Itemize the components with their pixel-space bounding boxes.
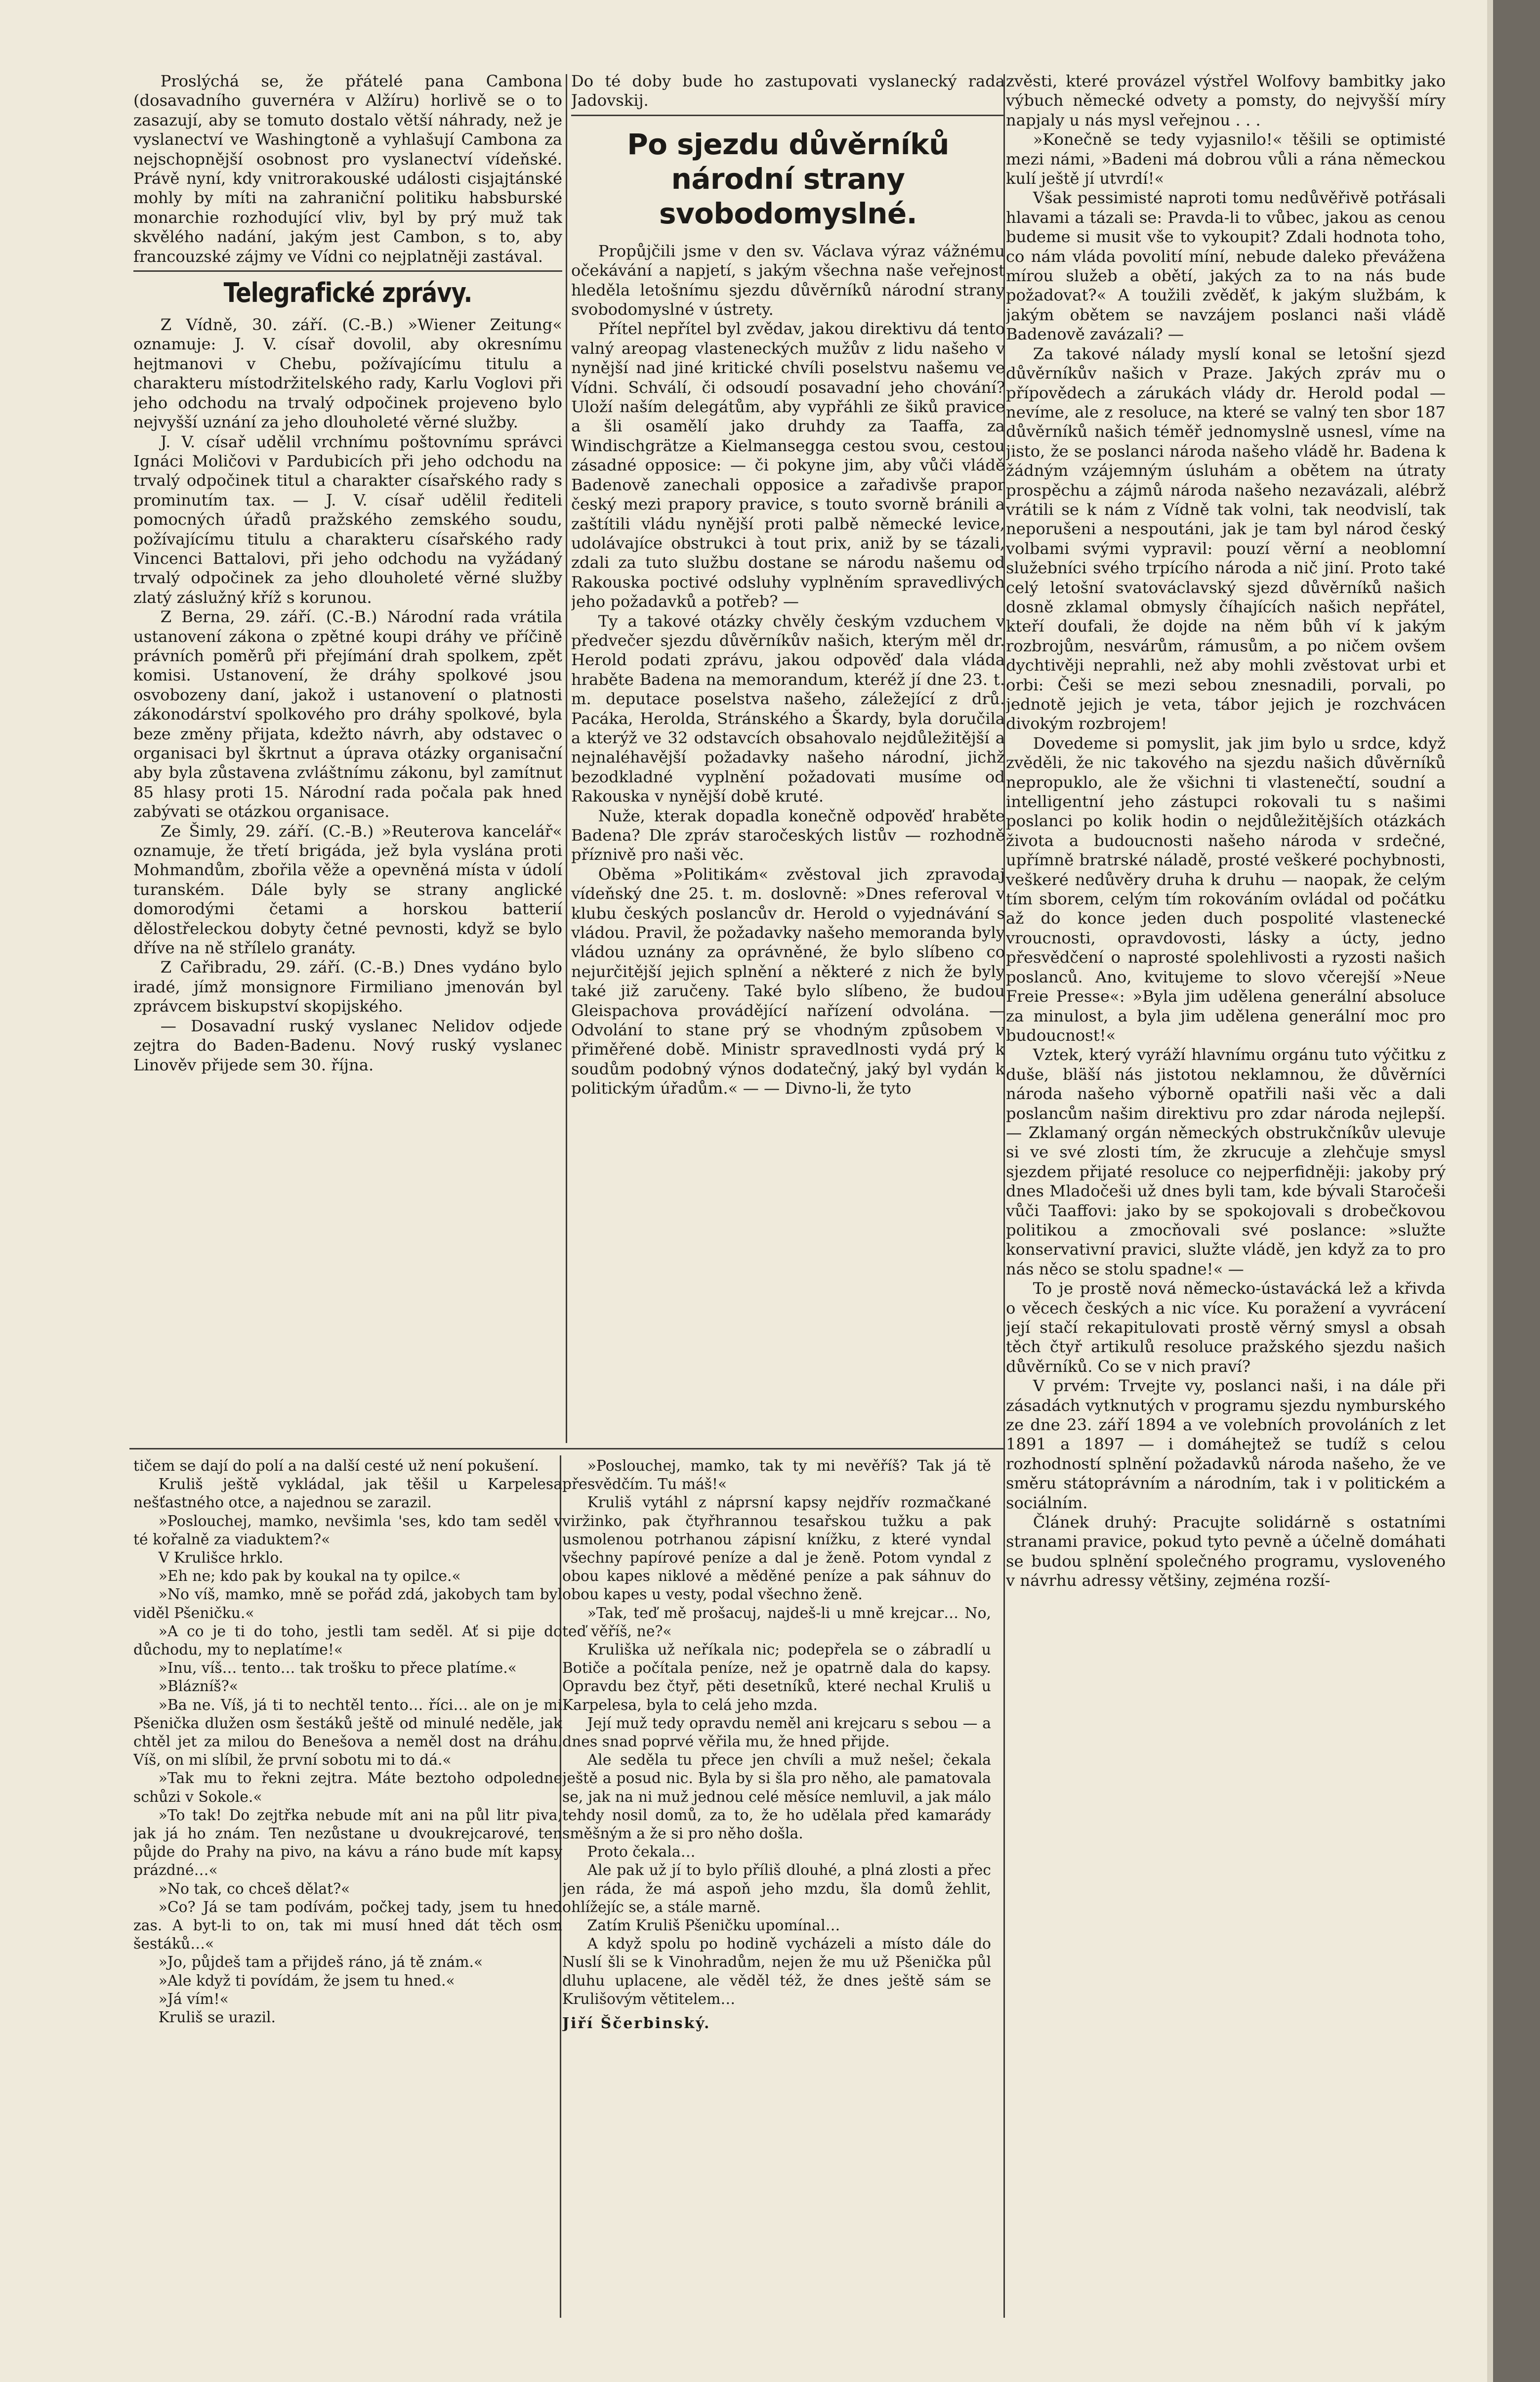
telegram-continuation: Do té doby bude ho zastupovati vyslanecký rada Jadovskij. — [571, 72, 1005, 110]
lead-article-heading: Po sjezdu důvěrníků národní strany svobodomyslné. — [627, 127, 949, 230]
lead-paragraph: V prvém: Trvejte vy, poslanci naši, i na dále při zásadách vytknutých v programu sjezdu nymburského ze dne 23. září 1894 a ve volebních provoláních z let 1891 a 1897 — i domáhejtež se tudíž s celou rozhodností splnění požadavků národa našeho, že ve směru státoprávním a národním, tak i v politickém a sociálním. — [1006, 1376, 1446, 1512]
story-paragraph: »Ale když ti povídám, že jsem tu hned.« — [158, 1972, 455, 1990]
lead-paragraph: zvěsti, které provázel výstřel Wolfovy bambitky jako výbuch německé odvety a pomsty, do nejvyšší míry napjaly u nás mysl veřejnou . . . — [1006, 72, 1446, 129]
scanner-margin — [1493, 0, 1540, 2382]
article-divider — [133, 270, 562, 272]
telegram-bern: Z Berna, 29. září. (C.-B.) Národní rada vrátila ustanovení zákona o zpětné koupi dráhy ve příčině právních poměrů při přejímání drah spolkem, zpět komisi. Ustanovení, že dráhy spolkové jsou osvobozeny daní, jakož i ustanovení o platnosti zákonodárství spolkového pro dráhy spolkové, byla beze změny přijata, kdežto návrh, aby odstavec o organisaci byl škrtnut a úprava otázky organisační aby byla zůstavena zvláštnímu zákonu, byl zamítnut 85 hlasy proti 15. Národní rada počala pak hned zabývati se otázkou organisace. — [133, 607, 562, 821]
story-paragraph: »No víš, mamko, mně se pořád zdá, jakobych tam byl viděl Pšeničku.« — [133, 1586, 562, 1622]
story-paragraph: A když spolu po hodině vycházeli a místo dále do Nuslí šli se k Vinohradům, nejen že mu už Pšenička půl dluhu uplacene, ale věděl též, že dnes ještě sám se Krulišovým větitelem… — [562, 1935, 991, 2008]
telegram-caribrod: Z Cařibradu, 29. září. (C.-B.) Dnes vydáno bylo iradé, jímž monsignore Firmiliano jmenován byl zprávcem biskupství skopijského. — [133, 958, 562, 1016]
telegram-vienna-cont: J. V. císař udělil vrchnímu poštovnímu správci Ignáci Moličovi v Pardubicích při jeho odchodu na trvalý odpočinek titul a charakter císařského rady s prominutím tax. — J. V. císař udělil řediteli pomocných úřadů pražského zemského soudu, požívajícímu titulu a charakteru císařského rady Vincenci Battalovi, při jeho odchodu na vyžádaný trvalý odpočinek za jeho dlouholeté věrné služby zlatý záslužný kříž s korunou. — [133, 432, 562, 607]
lead-paragraph: Dovedeme si pomyslit, jak jim bylo u srdce, když zvěděli, že nic takového na sjezdu našich důvěrníků nepropuklo, ale že všichni ti vlastenečtí, soudní a intelligentní jeho zástupci rokovali tu s našimi poslanci po kolik hodin o nejdůležitějších otázkách života a budoucnosti našeho národa v srdečné, upřímně bratrské náladě, prosté veškeré pochybnosti, veškeré nedůvěry druha k druhu — naopak, že celým tím sborem, celým tím rokováním ovládal od počátku až do konce jeden duch pospolité vlastenecké vroucnosti, opravdovosti, lásky a úcty, jedno přesvědčení o naprosté spolehlivosti a ryzosti našich poslanců. Ano, kvitujeme to slovo včerejší »Neue Freie Presse«: »Byla jim udělena generální absoluce za minulost, a byla jim udělena generální moc pro budoucnost!« — [1006, 733, 1446, 1045]
column-feuilleton-left — [133, 1457, 562, 2317]
telegram-simla: Ze Šimly, 29. září. (C.-B.) »Reuterova kancelář« oznamuje, že třetí brigáda, jež byla vyslána proti Mohmandům, zbořila věže a opevněná místa v údolí turanském. Dále byly se strany anglické domorodými četami a horskou batterií dělostřeleckou dobyty četné pevnosti, když se bylo dříve na ně střílelo granáty. — [133, 821, 562, 958]
lead-paragraph: Vztek, který vyráží hlavnímu orgánu tuto výčitku z duše, bläší nás jistotou neklamnou, že důvěrníci národa našeho výborně opatřili naši věc a dali poslancům našim direktivu pro zdar národa nejlepší. — Zklamaný orgán německých obstrukčníkův ulevuje si ve své zlosti tím, že zkrucuje a zlehčuje smysl sjezdem přijaté resoluce co nejperfidněji: jakoby prý dnes Mladočeši už dnes byli tam, kde bývali Staročeši vůči Taaffovi: jako by se spokojovali s drobečkovou politikou a zmocňovali své poslance: »služte konservativní pravici, služte vládě, jen když za to pro nás něco se stolu spadne!« — — [1006, 1045, 1446, 1278]
story-paragraph: »Co? Já se tam podívám, počkej tady, jsem tu hned zas. A byt-li to on, tak mi musí hned dát těch osm šestáků…« — [133, 1898, 562, 1953]
story-paragraph: V Krulišce hrklo. — [158, 1549, 284, 1567]
story-paragraph: »Ba ne. Víš, já ti to nechtěl tento… říci… ale on je mi Pšenička dlužen osm šestáků ještě od minulé neděle, jak chtěl jet za milou do Benešova a neměl dost na dráhu. Víš, on mi slíbil, že první sobotu mi to dá.« — [133, 1696, 562, 1769]
story-paragraph: »Eh ne; kdo pak by koukal na ty opilce.« — [158, 1568, 461, 1585]
story-paragraph: Kruliš se urazil. — [158, 2009, 276, 2027]
story-paragraph: »Inu, víš… tento… tak trošku to přece platíme.« — [158, 1659, 517, 1677]
lead-paragraph: Nuže, kterak dopadla konečně odpověď hraběte Badena? Dle zpráv staročeských listův — rozhodně příznivě pro naši věc. — [571, 806, 1005, 864]
section-heading-telegrams: Telegrafické zprávy. — [223, 277, 472, 309]
story-paragraph: »Poslouchej, mamko, nevšimla 'ses, kdo tam seděl v té kořalně za viaduktem?« — [133, 1512, 562, 1548]
lead-paragraph: Za takové nálady myslí konal se letošní sjezd důvěrníkův našich v Praze. Jakých zpráv mu o přípovědech a zárukách vlády dr. Herold podal — nevíme, ale z resoluce, na které se valný ten sbor 187 důvěrníků našich téměř jednomyslně usnesl, víme na jisto, že se poslanci národa našeho vládě hr. Badena k žádným vzájemným úsluhám a obětem na útraty prospěchu a zájmů národa našeho nezavázali, alébrž vrátili se k nám z Vídně tak volni, tak neodvislí, tak neporušeni a nespoutáni, jak je tam byl národ český volbami svými vypravil: pouzí věrní a neoblomní služebníci svého trpícího národa a nič jiní. Proto také celý letošní svatováclavský sjezd důvěrníků našich dosně zklamal obmysly číhajících našich nepřátel, kteří doufali, že dojde na něm bůh ví k jakým rozbrojům, nesvárům, rámusům, a po ničem ovšem dychtivěji neprahli, než aby mohli zvěstovat urbi et orbi: Češi se mezi sebou znesnadili, porvali, po jednotě jejich je veta, tábor jejich je rozchvácen divokým rozbrojem! — [1006, 344, 1446, 733]
story-paragraph: »No tak, co chceš dělat?« — [158, 1880, 350, 1898]
lead-paragraph: Oběma »Politikám« zvěstoval jich zpravodaj vídeňský dne 25. t. m. doslovně: »Dnes referoval v klubu českých poslancův dr. Herold o vyjednávání s vládou. Pravil, že požadavky našeho memoranda byly vládou uznány za oprávněné, že bylo slíbeno co nejurčitější jejich splnění a některé z nich že byly také již zaručeny. Také bylo slíbeno, že budou Gleispachova provádějící nařízení odvolána. — Odvolání to stane prý se vhodným způsobem v přiměřené době. Ministr spravedlnosti vydá prý k soudům podobný výnos dodatečný, jaký byl vydán k politickým úřadům.« — — Divno-li, že tyto — [571, 864, 1005, 1098]
story-paragraph: »Tak, teď mě prošacuj, najdeš-li u mně krejcar… No, teď věříš, ne?« — [562, 1604, 991, 1640]
author-signature: Jiří Ščerbinský. — [562, 2015, 711, 2033]
story-paragraph: »Poslouchej, mamko, tak ty mi nevěříš? Tak já tě přesvědčím. Tu máš!« — [562, 1457, 991, 1493]
story-paragraph: »Tak mu to řekni zejtra. Máte beztoho odpoledne schůzi v Sokole.« — [133, 1770, 562, 1806]
lead-paragraph: Však pessimisté naproti tomu nedůvěřivě potřásali hlavami a tázali se: Pravda-li to vůbec, jakou as cenou budeme si musit vše to vykoupit? Zdali hodnota toho, co nám vláda povolití míní, nebude daleko převážena mírou služeb a obětí, jakých za to na nás bude požadovat?« A toužili zvěděť, k jakým službám, k jakým obětem se navzájem poslanci naši vládě Badenově zavázali? — — [1006, 188, 1446, 344]
article-divider — [571, 115, 1005, 116]
article-cambon: Proslýchá se, že přátelé pana Cambona (dosavadního guvernéra v Alžíru) horlivě se o to zasazují, aby se tomuto dostalo větší náhrady, než je vyslanectví ve Washingtoně a vyhlašují Cambona za nejschopnější osobnost pro vyslanectví vídeňské. Právě nyní, kdy vnitrorakouské události cisjajtánské mohly by míti na zahraniční politiku habsburské monarchie rozhodující vliv, byl by prý muž tak skvělého nadání, jakým jest Cambon, s to, aby francouzské zájmy ve Vídni co nejplatněji zastával. — [133, 72, 562, 266]
column-rule — [566, 74, 567, 1443]
story-paragraph: »To tak! Do zejtřka nebude mít ani na půl litr piva, jak já ho znám. Ten nezůstane u dvoukrejcarové, ten půjde do Prahy na pivo, na kávu a ráno bude mít kapsy prázdné…« — [133, 1806, 562, 1879]
story-paragraph: »A co je ti do toho, jestli tam seděl. Ať si pije do důchodu, my to neplatíme!« — [133, 1622, 562, 1659]
story-paragraph: tičem se dají do polí a na další cesté už není pokušení. — [133, 1457, 539, 1475]
story-paragraph: »Blázníš?« — [158, 1678, 238, 1696]
lead-paragraph: Ty a takové otázky chvěly českým vzduchem v předvečer sjezdu důvěrníkův našich, kterým měl dr. Herold podati zprávu, jakou odpověď dala vláda hraběte Badena na memorandum, kteréž jí dne 23. t. m. deputace poselstva našeho, záležející z drů. Pacáka, Herolda, Stránského a Škardy, byla doručila a kterýž ve 32 odstavcích obsahovalo nejdůležitější a nejnaléhavější požadavky našeho národní, jichž bezodkladné vyplnění požadovati musíme od Rakouska v nynější době kruté. — [571, 611, 1005, 806]
story-paragraph: Proto čekala… — [587, 1843, 696, 1861]
story-paragraph: Ale pak už jí to bylo příliš dlouhé, a plná zlosti a přec jen ráda, že má aspoň jeho mzdu, šla domů žehlit, ohlížejíc se, a stále marně. — [562, 1862, 991, 1916]
lead-paragraph: To je prostě nová německo-ústavácká lež a křivda o věcech českých a nic více. Ku poražení a vyvrácení její stačí rekapitulovati prostě věrný smysl a obsah těch čtyř artikulů resoluce pražského sjezdu našich důvěrníků. Co se v nich praví? — [1006, 1279, 1446, 1376]
column-lead-article-cont — [1006, 72, 1446, 2382]
story-paragraph: »Já vím!« — [158, 1990, 229, 2008]
story-paragraph: Její muž tedy opravdu neměl ani krejcaru s sebou — a dnes snad poprvé věřila mu, že hned přijde. — [562, 1714, 991, 1751]
story-paragraph: Kruliš ještě vykládal, jak těšil u Karpelesa nešťastného otce, a najednou se zarazil. — [133, 1476, 562, 1512]
lead-paragraph: Přítel nepřítel byl zvědav, jakou direktivu dá tento valný areopag vlasteneckých mužův z lidu našeho v nynější nad jiné kritické chvíli poselstvu našemu ve Vídni. Schválí, či odsoudí posavadní jeho chování? Uloží naším delegátům, aby vypřáhli ze šiků pravice a šli osamělí jako druhdy za Taaffa, za Windischgrätze a Kielmansegga cestou svou, cestou zásadné opposice: — či pokyne jim, aby vůči vládě Badenově zanechali opposice a zařadivše prapor český mezi prapory pravice, s touto svorně bránili a zaštítili vládu nynější proti palbě německé levice, udolávajíce obstrukci à tout prix, aniž by se tázali, zdali za tuto službu dostane se národu našemu od Rakouska poctivé odsluhy vyplněním spravedlivých jeho požadavků a potřeb? — — [571, 319, 1005, 611]
story-paragraph: Zatím Kruliš Pšeničku upomínal… — [587, 1917, 840, 1935]
column-lead-article — [571, 72, 1005, 1445]
page-edge — [1487, 0, 1493, 2382]
feuilleton-rule — [129, 1448, 1005, 1449]
story-paragraph: »Jo, půjdeš tam a přijdeš ráno, já tě znám.« — [158, 1954, 483, 1971]
lead-paragraph: Článek druhý: Pracujte solidárně s ostatními stranami pravice, pokud tyto pevně a účelně domáhati se budou splnění společného programu, vysloveného v návrhu adressy většiny, zejména rozší- — [1006, 1513, 1446, 1590]
story-paragraph: Ale seděla tu přece jen chvíli a muž nešel; čekala ještě a posud nic. Byla by si šla pro něho, ale pamatovala se, jak na ni muž jednou celé měsíce nemluvil, a jak málo tehdy nosil domů, za to, že ho udělala před kamarády směšným a že si pro něho došla. — [562, 1751, 991, 1843]
lead-paragraph: »Konečně se tedy vyjasnilo!« těšili se optimisté mezi námi, »Badeni má dobrou vůli a rána německou kulí ještě jí utvrdí!« — [1006, 130, 1446, 188]
telegram-nelidov: — Dosavadní ruský vyslanec Nelidov odjede zejtra do Baden-Badenu. Nový ruský vyslanec Linověv přijede sem 30. října. — [133, 1016, 562, 1074]
lead-paragraph: Propůjčili jsme v den sv. Václava výraz vážnému očekávání a napjetí, s jakým všechna naše veřejnost hleděla letošnímu sjezdu důvěrníků národní strany svobodomyslné v ústrety. — [571, 241, 1005, 319]
story-paragraph: Kruliška už neříkala nic; podepřela se o zábradlí u Botiče a počítala peníze, než je opatrně dala do kapsy. Opravdu bez čtyř, pěti desetníků, které nechal Kruliš u Karpelesa, byla to celá jeho mzda. — [562, 1641, 991, 1714]
telegram-vienna: Z Vídně, 30. září. (C.-B.) »Wiener Zeitung« oznamuje: J. V. císař dovolil, aby okresnímu hejtmanovi v Chebu, požívajícímu titulu a charakteru místodržitelského rady, Karlu Voglovi při jeho odchodu na trvalý odpočinek projeveno bylo nejvyšší uznání za jeho dlouholeté věrné služby. — [133, 315, 562, 432]
story-paragraph: Kruliš vytáhl z náprsní kapsy nejdřív rozmačkané viržinko, pak čtyřhrannou tesařskou tužku a pak usmolenou potrhanou zápisní knížku, z které vyndal všechny papírové peníze a dal je ženě. Potom vyndal z obou kapes niklové a měděné peníze a pak sáhnuv do obou kapes u vesty, podal všechno ženě. — [562, 1494, 991, 1604]
column-telegrams — [133, 72, 562, 1445]
column-feuilleton-right — [562, 1457, 991, 2317]
